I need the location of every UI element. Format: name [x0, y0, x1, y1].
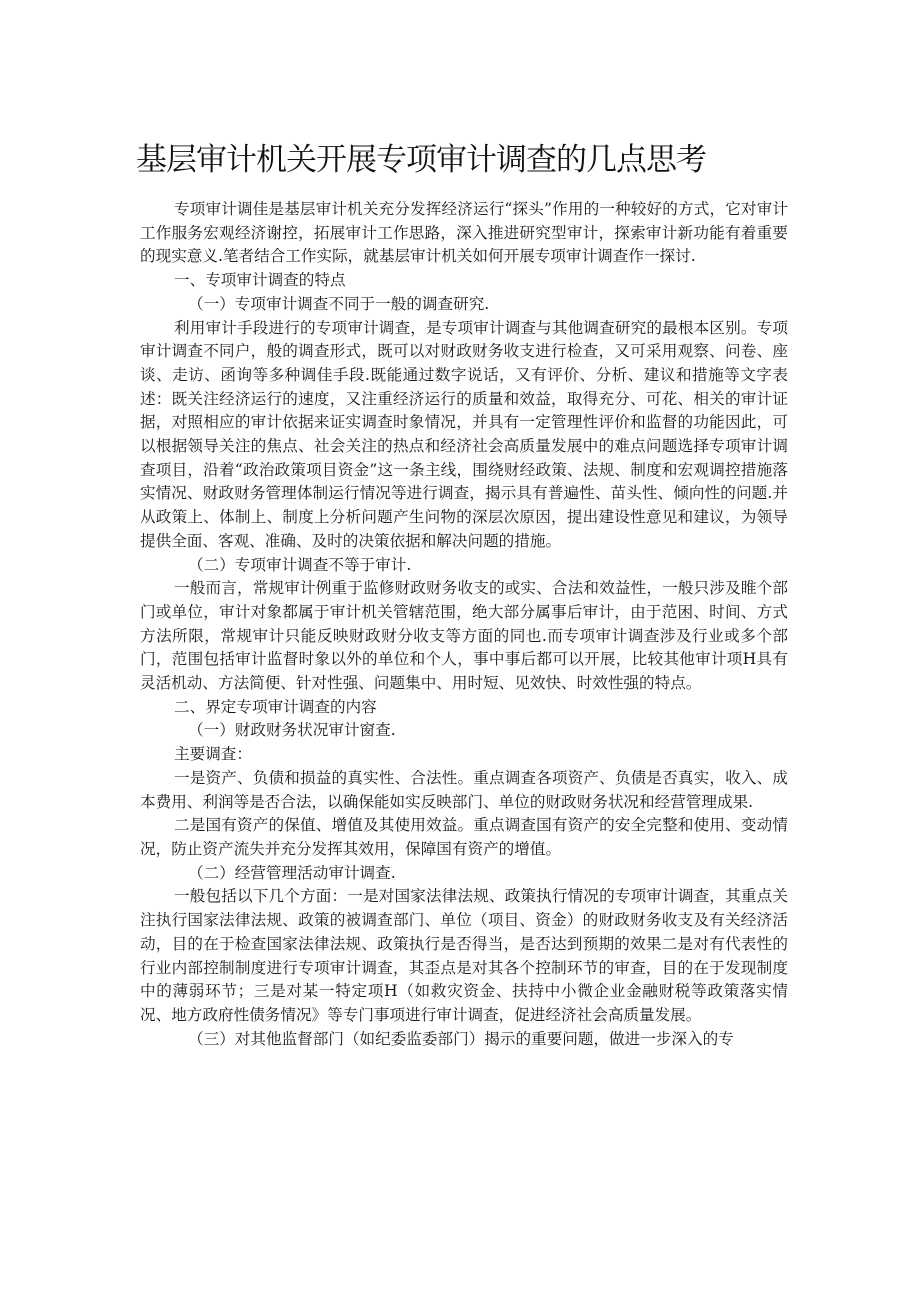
subsection-heading-2-3: （三）对其他监督部门（如纪委监委部门）揭示的重要问题，做进一步深入的专	[188, 1029, 734, 1048]
body-paragraph: 一是资产、负债和损益的真实性、合法性。重点调查各项资产、负债是否真实，收入、成本费用、利润等是否合法，以确保能如实反映部门、单位的财政财务状况和经营管理成果.	[140, 768, 788, 811]
section-heading-1: 一、专项审计调查的特点	[174, 271, 346, 290]
document-body	[140, 198, 788, 1051]
subsection-heading-2-1: （一）财政财务状况审计窗查.	[188, 721, 396, 740]
subsection-heading-1-1: （一）专项审计调查不同于一般的调查研究.	[188, 294, 490, 313]
intro-paragraph: 专项审计调佳是基层审计机关充分发挥经济运行“探头”作用的一种较好的方式，它对审计工作服务宏观经济谢控，拓展审计工作思路，深入推进研究型审计，探索审计新功能有着重要的现实意义.笔者结合工作实际，就基层审计机关如何开展专项审计调查作一探讨.	[140, 200, 788, 266]
body-paragraph: 一般而言，常规审计例重于监修财政财务收支的或实、合法和效益性，一般只涉及睢个部门或单位，审计对象都属于审计机关管辖范围，绝大部分属事后审计，由于范困、时间、方式方法所限，常规审计只能反映财政财分收支等方面的同也.而专项审计调查涉及行业或多个部门，范围包括审计监督时象以外的单位和个人，事中事后都可以开展，比较其他审计项H具有灵活机动、方法简便、针对性强、问题集中、用时短、见效快、时效性强的特点。	[140, 579, 788, 693]
body-paragraph: 一般包括以下几个方面：一是对国家法律法规、政策执行情况的专项审计调查，其重点关注执行国家法律法规、政策的被调查部门、单位（项目、资金）的财政财务收支及有关经济活动，目的在于检查国家法律法规、政策执行是否得当，是否达到预期的效果二是对有代表性的行业内部控制制度进行专项审计调查，其歪点是对其各个控制环节的审查，目的在于发现制度中的薄弱环节；三是对某一特定项H（如救灾资金、扶持中小微企业金融财税等政策落实情况、地方政府性债务情况》等专门事项进行审计调查，促进经济社会高质量发展。	[140, 887, 788, 1024]
subsection-heading-2-2: （二）经营管理活动审计调查.	[188, 863, 396, 882]
subsection-heading-1-2: （二）专项审计调查不等于审计.	[188, 555, 412, 574]
body-paragraph: 主要调査：	[174, 745, 252, 764]
section-heading-2: 二、界定专项审计调查的内容	[174, 697, 377, 716]
body-paragraph: 利用审计手段进行的专项审计调查，是专项审计调查与其他调查研究的最根本区别。专项审计调查不同户，般的调查形式，既可以对财政财务收支进行检查，又可采用观察、问卷、座谈、走访、函询等多种调佳手段.既能通过数字说话，又有评价、分析、建议和措施等文字表述：既关注经济运行的速度，又注重经济运行的质量和效益，取得充分、可花、相关的审计证据，对照相应的审计依据来证实调查时象情况，并具有一定管理性评价和监督的功能因此，可以根据领导关注的焦点、社会关注的热点和经济社会高质量发展中的难点问题选择专项审计调查项目，沿着“政治政策项目资金”这一条主线，围绕财经政策、法规、制度和宏观调控措施落实情况、财政财务管理体制运行情况等进行调查，揭示具有普遍性、苗头性、倾向性的问题.并从政策上、体制上、制度上分析问题产生问物的深层次原因，提出建设性意见和建议，为领导提供全面、客观、准确、及时的决策依据和解决问题的措施。	[140, 318, 788, 550]
document-title: 基层审计机关开展专项审计调查的几点思考	[136, 142, 706, 178]
body-paragraph: 二是国有资产的保值、增值及其使用效益。重点调查国有资产的安全完整和使用、变动情况，防止资产流失并充分发挥其效用，保障国有资产的增值。	[140, 816, 788, 858]
